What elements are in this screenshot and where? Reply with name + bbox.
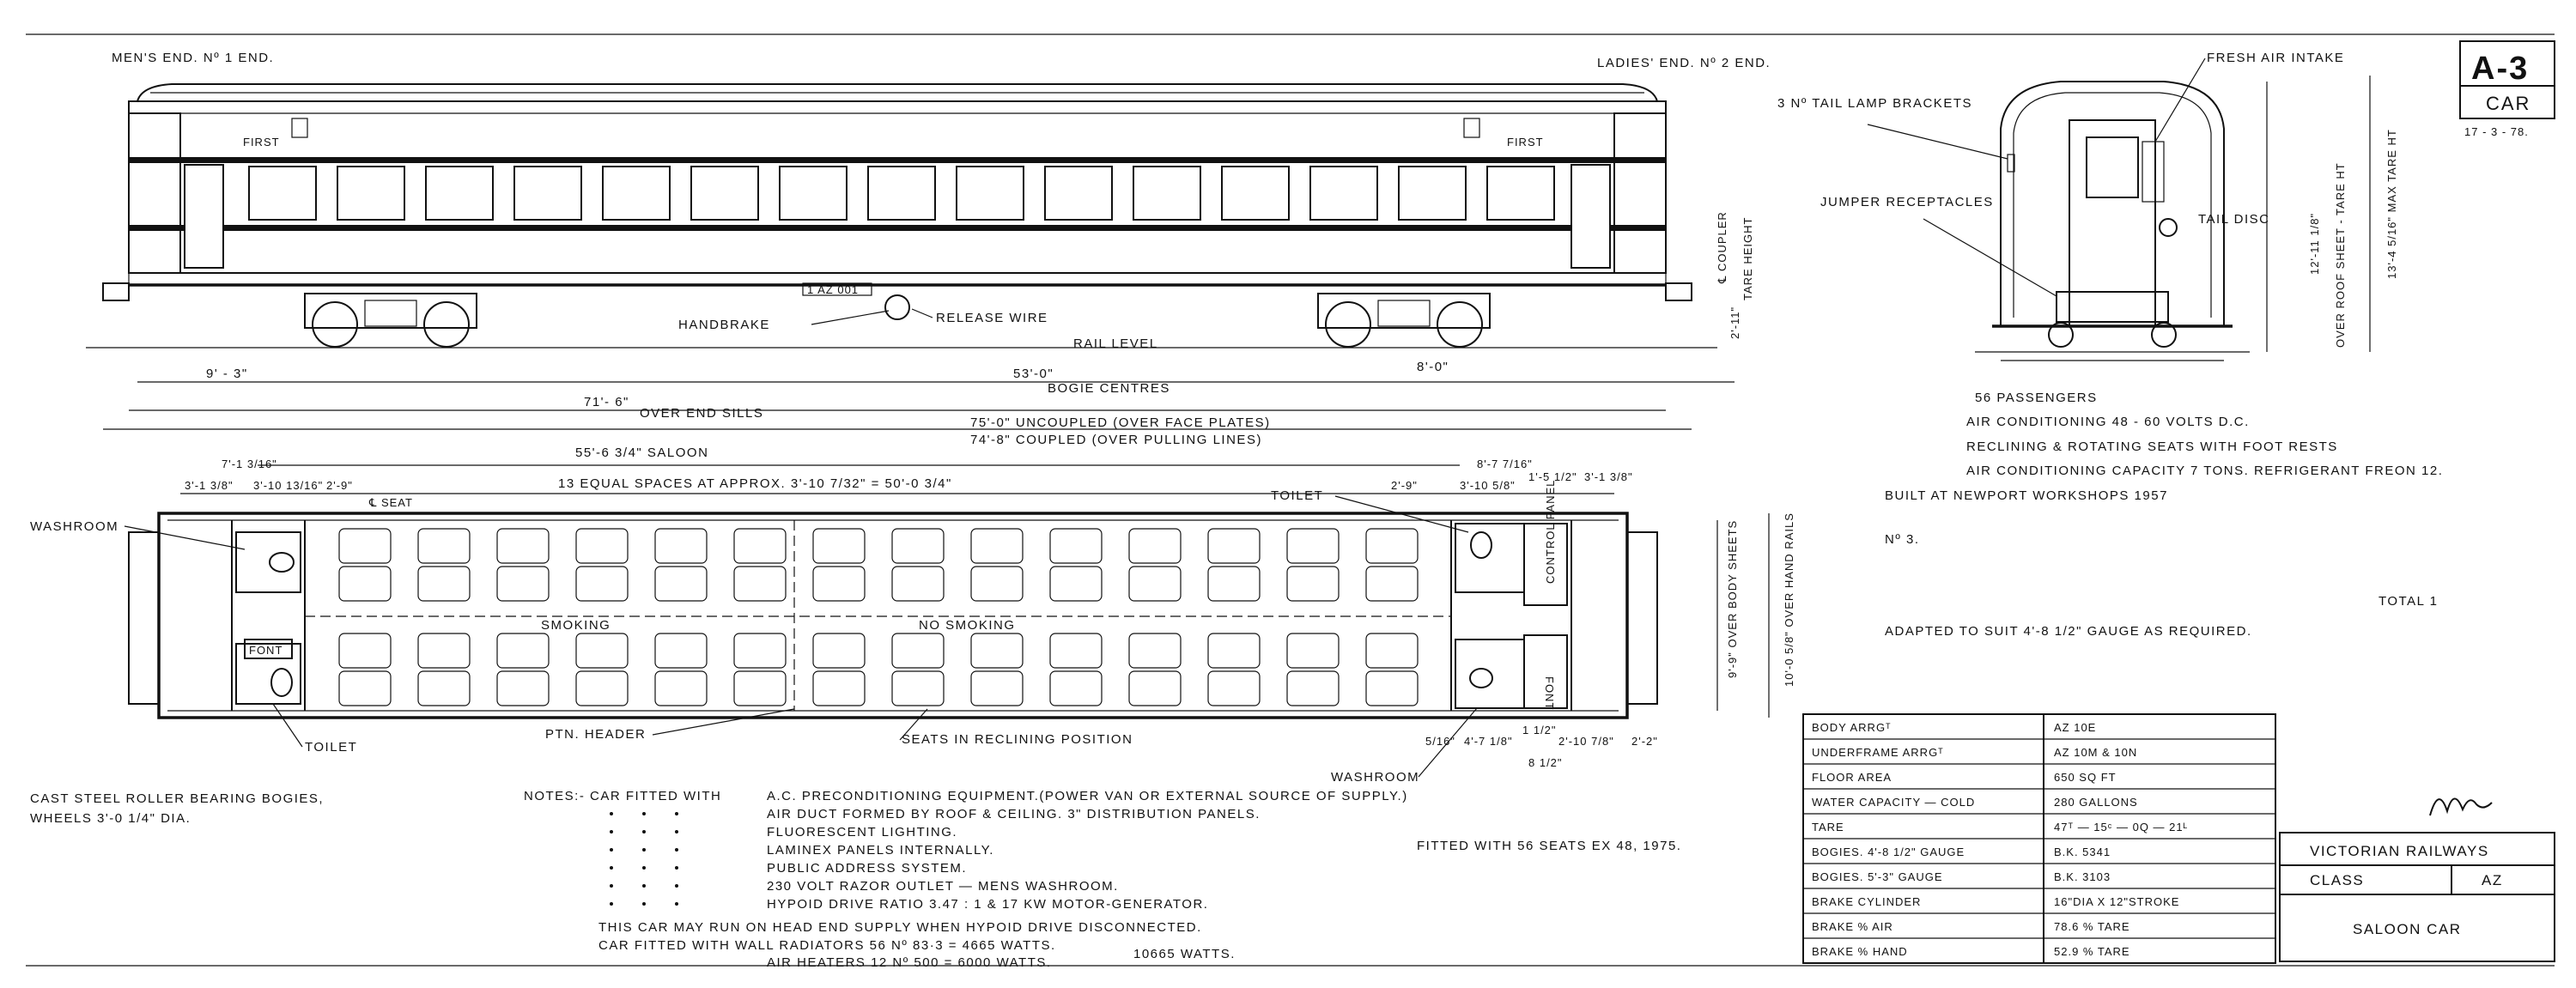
toilet-label-left: TOILET — [305, 740, 358, 755]
right-dim-c: 1'-5 1/2" — [1528, 470, 1577, 483]
font-label-left: FONT — [249, 644, 283, 657]
right-toilet — [1455, 524, 1524, 592]
note-line: LAMINEX PANELS INTERNALLY. — [767, 843, 994, 858]
side-window — [514, 167, 581, 220]
note-line: PUBLIC ADDRESS SYSTEM. — [767, 861, 968, 876]
seat — [339, 633, 391, 668]
bottom-dim: 8 1/2" — [1528, 756, 1563, 769]
seat — [1208, 633, 1260, 668]
right-bogie-frame — [1318, 294, 1490, 328]
seat — [971, 671, 1023, 706]
note-total-watts: 10665 WATTS. — [1133, 947, 1236, 961]
left-bogie-spring — [365, 300, 416, 326]
ladies-end-label: LADIES' END. Nº 2 END. — [1597, 56, 1771, 70]
bogie-centres-label: BOGIE CENTRES — [1048, 381, 1170, 396]
seat — [1050, 671, 1102, 706]
plan-view — [30, 480, 1795, 785]
left-vent — [292, 118, 307, 137]
over-hand-rails-dim: 10'-0 5/8" OVER HAND RAILS — [1783, 512, 1795, 687]
left-dim-b: 3'-10 13/16" — [253, 479, 324, 492]
note-line: HYPOID DRIVE RATIO 3.47 : 1 & 17 KW MOTOR-GENERATOR. — [767, 897, 1209, 912]
upper-band — [129, 157, 1666, 163]
ditto-mark — [675, 866, 678, 870]
seat — [1050, 633, 1102, 668]
right-end-panel — [1614, 113, 1666, 273]
seat-rows — [339, 529, 1418, 706]
right-coupler — [1666, 283, 1692, 300]
spec-row-value: 78.6 % TARE — [2054, 920, 2130, 933]
spec-row-label: BRAKE % HAND — [1812, 945, 1908, 958]
end-view — [1777, 51, 2398, 361]
seat — [734, 633, 786, 668]
control-panel-label: CONTROL PANEL — [1544, 479, 1557, 584]
spec-row-value: 52.9 % TARE — [2054, 945, 2130, 958]
right-dim-d: 3'-1 3/8" — [1584, 470, 1633, 483]
spec-total: TOTAL 1 — [2379, 594, 2439, 609]
ditto-mark — [642, 830, 646, 833]
seat — [1287, 633, 1339, 668]
ditto-mark — [610, 830, 613, 833]
spec-row-label: BRAKE % AIR — [1812, 920, 1893, 933]
seat — [892, 529, 944, 563]
tail-disc — [2160, 219, 2177, 236]
spec-row-value: AZ 10M & 10N — [2054, 746, 2138, 759]
spec-seats: RECLINING & ROTATING SEATS WITH FOOT RESTS — [1966, 439, 2338, 454]
seat — [892, 633, 944, 668]
seat — [1366, 671, 1418, 706]
seat — [1208, 567, 1260, 601]
seat — [576, 633, 628, 668]
lower-band — [129, 225, 1666, 231]
seat — [418, 671, 470, 706]
seat — [576, 567, 628, 601]
side-window — [1222, 167, 1289, 220]
right-top-dim: 8'-7 7/16" — [1477, 458, 1533, 470]
end-door-window — [2087, 137, 2138, 197]
seat — [1287, 567, 1339, 601]
washroom-leader — [125, 526, 245, 549]
side-window — [1399, 167, 1466, 220]
ditto-mark — [675, 812, 678, 815]
note-heaters: AIR HEATERS 12 Nº 500 = 6000 WATTS. — [767, 955, 1052, 970]
seat — [813, 567, 865, 601]
ditto-mark — [642, 902, 646, 906]
seat — [655, 529, 707, 563]
spec-row-value: 16"DIA X 12"STROKE — [2054, 895, 2180, 908]
plan-body-outline — [159, 513, 1627, 718]
ptn-header-leader — [653, 709, 794, 735]
left-toilet-bowl — [271, 669, 292, 696]
seat — [813, 529, 865, 563]
seat — [339, 671, 391, 706]
side-window — [780, 167, 847, 220]
spec-row-value: 47ᵀ — 15ᶜ — 0Q — 21ᴸ — [2054, 821, 2189, 833]
handbrake-label: HANDBRAKE — [678, 318, 770, 332]
signature — [2430, 798, 2492, 815]
railways-class-value: AZ — [2482, 872, 2503, 888]
side-window — [337, 167, 404, 220]
seat — [339, 529, 391, 563]
side-window — [1133, 167, 1200, 220]
spec-row-label: WATER CAPACITY — COLD — [1812, 796, 1976, 809]
specifications — [1885, 391, 2443, 639]
spec-row-label: BODY ARRGᵀ — [1812, 721, 1892, 734]
over-roof-label: OVER ROOF SHEET - TARE HT — [2334, 162, 2347, 348]
ditto-mark — [642, 848, 646, 852]
font-label-right: FONT — [1543, 676, 1556, 711]
spec-row-label: FLOOR AREA — [1812, 771, 1893, 784]
fresh-air-grille — [2142, 142, 2164, 202]
ditto-mark — [610, 884, 613, 888]
note-radiators: CAR FITTED WITH WALL RADIATORS 56 Nº 83·3 = 4665 WATTS. — [598, 938, 1056, 953]
side-window — [691, 167, 758, 220]
seat — [971, 567, 1023, 601]
ditto-mark — [610, 848, 613, 852]
seat — [1129, 567, 1181, 601]
seat — [971, 633, 1023, 668]
side-window — [957, 167, 1024, 220]
seat — [655, 671, 707, 706]
washroom-basin — [270, 553, 294, 572]
right-bogie-wheel — [1437, 302, 1482, 347]
mens-end-label: MEN'S END. Nº 1 END. — [112, 51, 275, 65]
seat — [497, 671, 549, 706]
first-label-left: FIRST — [243, 136, 280, 149]
title-box — [2460, 41, 2555, 138]
seat — [655, 633, 707, 668]
bottom-dim: 5/16" — [1425, 735, 1455, 748]
side-window — [603, 167, 670, 220]
side-window — [1310, 167, 1377, 220]
spec-row-label: BRAKE CYLINDER — [1812, 895, 1922, 908]
side-window — [1045, 167, 1112, 220]
notes-heading: NOTES:- CAR FITTED WITH — [524, 789, 722, 803]
right-bogie-spring — [1378, 300, 1430, 326]
ditto-mark — [642, 866, 646, 870]
car-number-text: 1 AZ 001 — [807, 283, 860, 296]
spec-row-label: BOGIES. 4'-8 1/2" GAUGE — [1812, 846, 1965, 858]
left-washroom — [236, 532, 301, 592]
tail-lamp-label: 3 Nº TAIL LAMP BRACKETS — [1777, 96, 1972, 111]
ditto-mark — [642, 884, 646, 888]
note-line: 230 VOLT RAZOR OUTLET — MENS WASHROOM. — [767, 879, 1119, 894]
equal-spaces-dim: 13 EQUAL SPACES AT APPROX. 3'-10 7/32" = 50'-0 3/4" — [558, 476, 952, 491]
release-wire-label: RELEASE WIRE — [936, 311, 1048, 325]
handbrake-wheel — [885, 295, 909, 319]
over-end-sills-dim: 71'- 6" — [584, 395, 629, 409]
ditto-mark — [675, 902, 678, 906]
seat — [734, 529, 786, 563]
spec-row-label: UNDERFRAME ARRGᵀ — [1812, 746, 1944, 759]
seat — [1129, 529, 1181, 563]
length-dimensions — [103, 360, 1735, 494]
left-bogie — [305, 294, 477, 347]
end-to-bogie-dim: 9' - 3" — [206, 367, 248, 381]
side-window — [249, 167, 316, 220]
side-window — [1487, 167, 1554, 220]
bogie-wheelbase-dim: 8'-0" — [1417, 360, 1449, 374]
note-line: AIR DUCT FORMED BY ROOF & CEILING. 3" DISTRIBUTION PANELS. — [767, 807, 1261, 821]
ditto-mark — [642, 812, 646, 815]
bogie-centres-dim: 53'-0" — [1013, 367, 1054, 381]
spec-number: Nº 3. — [1885, 532, 1920, 547]
seat — [813, 633, 865, 668]
left-top-dim: 7'-1 3/16" — [222, 458, 277, 470]
note-run-line: THIS CAR MAY RUN ON HEAD END SUPPLY WHEN HYPOID DRIVE DISCONNECTED. — [598, 920, 1202, 935]
end-view-inner — [2014, 93, 2211, 318]
ditto-mark — [610, 902, 613, 906]
saloon-dim: 55'-6 3/4" SALOON — [575, 446, 709, 460]
seat — [892, 567, 944, 601]
left-door — [185, 165, 223, 268]
seat — [734, 567, 786, 601]
right-toilet-bowl — [1471, 532, 1492, 558]
note-bogies: CAST STEEL ROLLER BEARING BOGIES, — [30, 791, 325, 806]
left-dim-c: 2'-9" — [326, 479, 353, 492]
toilet-label-right: TOILET — [1271, 488, 1324, 503]
seat — [576, 529, 628, 563]
ditto-mark — [675, 848, 678, 852]
roof-height-dim: 12'-11 1/8" — [2308, 212, 2321, 275]
seat — [418, 567, 470, 601]
max-tare-label: 13'-4 5/16" MAX TARE HT — [2385, 129, 2398, 279]
uncoupled-dim: 75'-0" UNCOUPLED (OVER FACE PLATES) — [970, 415, 1271, 430]
note-fitted-seats: FITTED WITH 56 SEATS EX 48, 1975. — [1417, 839, 1682, 853]
seat — [1208, 529, 1260, 563]
over-end-sills-label: OVER END SILLS — [640, 406, 764, 421]
spec-passengers: 56 PASSENGERS — [1975, 391, 2098, 405]
bottom-dim: 4'-7 1/8" — [1464, 735, 1513, 748]
seat — [1366, 567, 1418, 601]
right-dim-b: 3'-10 5/8" — [1460, 479, 1516, 492]
left-dim-a: 3'-1 3/8" — [185, 479, 234, 492]
seat — [892, 671, 944, 706]
bottom-dim: 2'-2" — [1631, 735, 1658, 748]
seat — [576, 671, 628, 706]
seat — [1287, 671, 1339, 706]
ptn-header-label: PTN. HEADER — [545, 727, 647, 742]
jumper-label: JUMPER RECEPTACLES — [1820, 195, 1994, 209]
left-coupler — [103, 283, 129, 300]
end-view-outline — [2001, 82, 2224, 326]
bottom-dim: 1 1/2" — [1522, 724, 1557, 736]
seat — [339, 567, 391, 601]
tail-disc-label: TAIL DISC — [2198, 212, 2270, 227]
spec-row-value: 650 SQ FT — [2054, 771, 2117, 784]
smoking-label: SMOKING — [541, 618, 611, 633]
jumper-leader — [1923, 219, 2057, 296]
seat — [1129, 671, 1181, 706]
rail-level-label: RAIL LEVEL — [1073, 336, 1158, 351]
coupled-dim: 74'-8" COUPLED (OVER PULLING LINES) — [970, 433, 1262, 447]
over-body-sheets-dim: 9'-9" OVER BODY SHEETS — [1726, 519, 1739, 678]
ditto-mark — [610, 866, 613, 870]
spec-row-value: B.K. 3103 — [2054, 870, 2111, 883]
right-bogie — [1318, 294, 1490, 347]
spec-capacity: AIR CONDITIONING CAPACITY 7 TONS. REFRIGERANT FREON 12. — [1966, 464, 2444, 478]
left-end-gangway — [129, 532, 159, 704]
coupler-label: ℄ COUPLER — [1716, 211, 1728, 283]
end-coupler-gear — [2057, 292, 2168, 322]
left-bogie-wheel — [313, 302, 357, 347]
right-basin — [1470, 669, 1492, 688]
drawing-code: A-3 — [2471, 51, 2530, 87]
seat — [418, 633, 470, 668]
note-wheels: WHEELS 3'-0 1/4" DIA. — [30, 811, 191, 826]
left-bogie-frame — [305, 294, 477, 328]
side-elevation — [86, 84, 1754, 351]
spec-row-value: AZ 10E — [2054, 721, 2097, 734]
seat — [497, 529, 549, 563]
right-washroom — [1455, 639, 1524, 708]
right-end-gangway — [1627, 532, 1657, 704]
first-label-right: FIRST — [1507, 136, 1544, 149]
fresh-air-leader — [2155, 58, 2205, 142]
seat — [971, 529, 1023, 563]
tail-lamp-leader — [1868, 124, 2008, 159]
seat — [1129, 633, 1181, 668]
seat — [497, 633, 549, 668]
drawing-type: CAR — [2486, 93, 2531, 114]
seat — [813, 671, 865, 706]
seat — [655, 567, 707, 601]
side-windows — [249, 167, 1554, 220]
railways-car-name: SALOON CAR — [2353, 921, 2462, 937]
left-bogie-wheel — [424, 302, 469, 347]
seat — [418, 529, 470, 563]
railways-class-label: CLASS — [2310, 872, 2365, 888]
seat — [1287, 529, 1339, 563]
ditto-mark — [675, 830, 678, 833]
side-window — [868, 167, 935, 220]
fresh-air-label: FRESH AIR INTAKE — [2207, 51, 2345, 65]
right-door — [1571, 165, 1610, 268]
right-dim-a: 2'-9" — [1391, 479, 1418, 492]
spec-air-conditioning: AIR CONDITIONING 48 - 60 VOLTS D.C. — [1966, 415, 2250, 429]
seat — [1366, 529, 1418, 563]
coupler-height-dim: 2'-11" — [1728, 306, 1741, 339]
spec-table — [1803, 714, 2275, 963]
spec-built: BUILT AT NEWPORT WORKSHOPS 1957 — [1885, 488, 2168, 503]
note-line: FLUORESCENT LIGHTING. — [767, 825, 958, 839]
right-vent — [1464, 118, 1479, 137]
seat — [497, 567, 549, 601]
washroom-label-right: WASHROOM — [1331, 770, 1420, 785]
note-lines — [610, 789, 1408, 912]
spec-row-value: 280 GALLONS — [2054, 796, 2138, 809]
notes — [30, 789, 1681, 970]
spec-row-value: B.K. 5341 — [2054, 846, 2111, 858]
left-end-panel — [129, 113, 180, 273]
handbrake-leader — [811, 311, 889, 324]
drawing-date: 17 - 3 - 78. — [2464, 125, 2529, 138]
note-line: A.C. PRECONDITIONING EQUIPMENT.(POWER VAN OR EXTERNAL SOURCE OF SUPPLY.) — [767, 789, 1408, 803]
no-smoking-label: NO SMOKING — [919, 618, 1016, 633]
washroom-label-left: WASHROOM — [30, 519, 119, 534]
spec-row-label: BOGIES. 5'-3" GAUGE — [1812, 870, 1943, 883]
seat — [1050, 529, 1102, 563]
tare-height-label: TARE HEIGHT — [1741, 216, 1754, 300]
side-window — [426, 167, 493, 220]
seat-centre-label: ℄ SEAT — [369, 496, 413, 509]
seat — [1366, 633, 1418, 668]
spec-adapted: ADAPTED TO SUIT 4'-8 1/2" GAUGE AS REQUIRED. — [1885, 624, 2252, 639]
spec-row-label: TARE — [1812, 821, 1844, 833]
railways-company: VICTORIAN RAILWAYS — [2310, 843, 2489, 859]
ditto-mark — [610, 812, 613, 815]
ditto-mark — [675, 884, 678, 888]
right-bogie-wheel — [1326, 302, 1370, 347]
seat — [1050, 567, 1102, 601]
bottom-dim: 2'-10 7/8" — [1558, 735, 1614, 748]
seat — [1208, 671, 1260, 706]
railways-box — [2280, 798, 2555, 961]
release-wire-leader — [912, 309, 933, 318]
seats-reclining-label: SEATS IN RECLINING POSITION — [902, 732, 1133, 747]
seat — [734, 671, 786, 706]
